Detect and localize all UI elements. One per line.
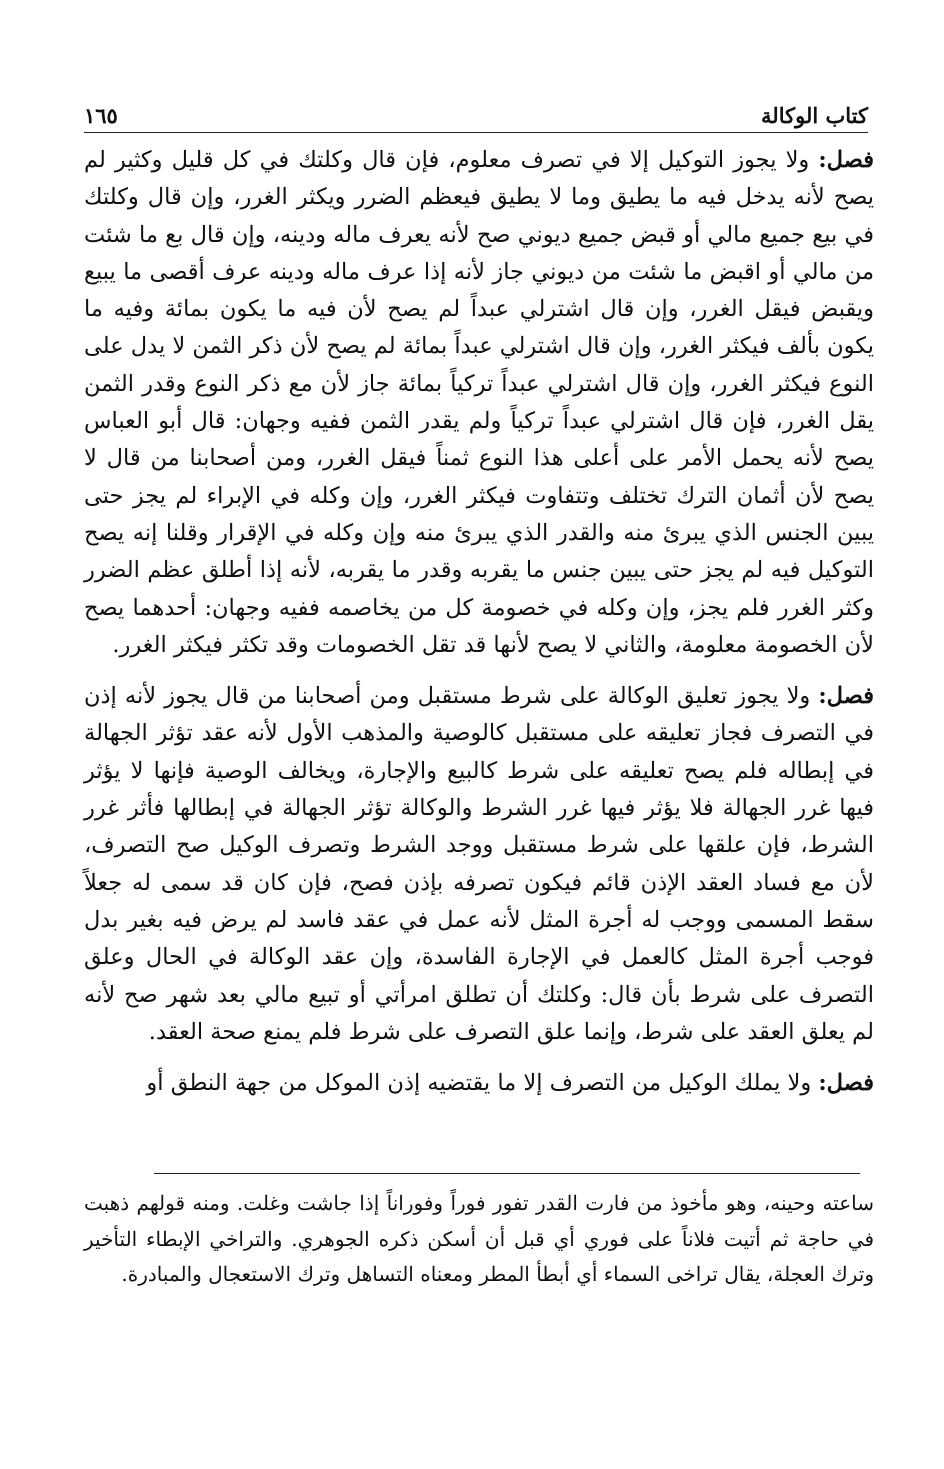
section-paragraph xyxy=(84,1065,874,1102)
section-label: فصل: xyxy=(818,1070,874,1097)
footnote-divider xyxy=(154,1173,860,1174)
footnote-text: ساعته وحينه، وهو مأخوذ من فارت القدر تفور فوراً وفوراناً إذا جاشت وغلت. ومنه قولهم ذهبت في حاجة ثم أتيت فلاناً على فوري أي قبل أن أسكن ذكره الجوهري. والتراخي الإبطاء التأخير وترك العجلة، يقال تراخى السماء أي أبطأ المطر ومعناه التساهل وترك الاستعجال والمبادرة. xyxy=(84,1191,874,1286)
main-text xyxy=(84,142,874,1116)
section-text: ولا يجوز التوكيل إلا في تصرف معلوم، فإن قال وكلتك في كل قليل وكثير لم يصح لأنه يدخل فيه ما يطيق وما لا يطيق فيعظم الضرر ويكثر الغرر، وإن قال وكلتك في بيع جميع مالي أو قبض جميع ديوني صح لأنه يعرف ماله ودينه، وإن قال بع ما شئت من مالي أو اقبض ما شئت من ديوني جاز لأنه إذا عرف ماله ودينه عرف أقصى ما يبيع ويقبض فيقل الغرر، وإن قال اشترلي عبداً لم يصح لأن فيه ما يكون بمائة وفيه ما يكون بألف فيكثر الغرر، وإن قال اشترلي عبداً بمائة لم يصح لأن ذكر الثمن لا يدل على النوع فيكثر الغرر، وإن قال اشترلي عبداً تركياً بمائة جاز لأن مع ذكر النوع وقدر الثمن يقل الغرر، فإن قال اشترلي عبداً تركياً ولم يقدر الثمن ففيه وجهان: قال أبو العباس يصح لأنه يحمل الأمر على أعلى هذا النوع ثمناً فيقل الغرر، ومن أصحابنا من قال لا يصح لأن أثمان الترك تختلف وتتفاوت فيكثر الغرر، وإن وكله في الإبراء لم يجز حتى يبين الجنس الذي يبرئ منه والقدر الذي يبرئ منه وإن وكله في الإقرار وقلنا إنه يصح التوكيل فيه لم يجز حتى يبين جنس ما يقربه وقدر ما يقربه، لأنه إذا أطلق عظم الضرر وكثر الغرر فلم يجز، وإن وكله في خصومة كل من يخاصمه ففيه وجهان: أحدهما يصح لأن الخصومة معلومة، والثاني لا يصح لأنها قد تقل الخصومات وقد تكثر فيكثر الغرر. xyxy=(84,147,874,658)
section-text: ولا يجوز تعليق الوكالة على شرط مستقبل ومن أصحابنا من قال يجوز لأنه إذن في التصرف فجاز تعليقه على مستقبل كالوصية والمذهب الأول لأنه عقد تؤثر الجهالة في إبطاله فلم يصح تعليقه على شرط كالبيع والإجارة، ويخالف الوصية فإنها لا يؤثر فيها غرر الجهالة فلا يؤثر فيها غرر الشرط والوكالة تؤثر الجهالة في إبطالها فأثر غرر الشرط، فإن علقها على شرط مستقبل ووجد الشرط وتصرف الوكيل صح التصرف، لأن مع فساد العقد الإذن قائم فيكون تصرفه بإذن فصح، فإن كان قد سمى له جعلاً سقط المسمى ووجب له أجرة المثل لأنه عمل في عقد فاسد لم يرض فيه بغير بدل فوجب أجرة المثل كالعمل في الإجارة الفاسدة، وإن عقد الوكالة في الحال وعلق التصرف على شرط بأن قال: وكلتك أن تطلق امرأتي أو تبيع مالي بعد شهر صح لأنه لم يعلق العقد على شرط، وإنما علق التصرف على شرط فلم يمنع صحة العقد. xyxy=(84,683,874,1045)
section-paragraph xyxy=(84,678,874,1051)
page-number: ١٦٥ xyxy=(84,103,118,128)
running-title: كتاب الوكالة xyxy=(761,103,868,128)
section-text: ولا يملك الوكيل من التصرف إلا ما يقتضيه إذن الموكل من جهة النطق أو xyxy=(146,1070,812,1097)
page-header xyxy=(84,92,868,133)
footnote xyxy=(84,1186,874,1293)
section-label: فصل: xyxy=(818,683,874,710)
section-label: فصل: xyxy=(818,147,874,173)
section-paragraph xyxy=(84,142,874,664)
